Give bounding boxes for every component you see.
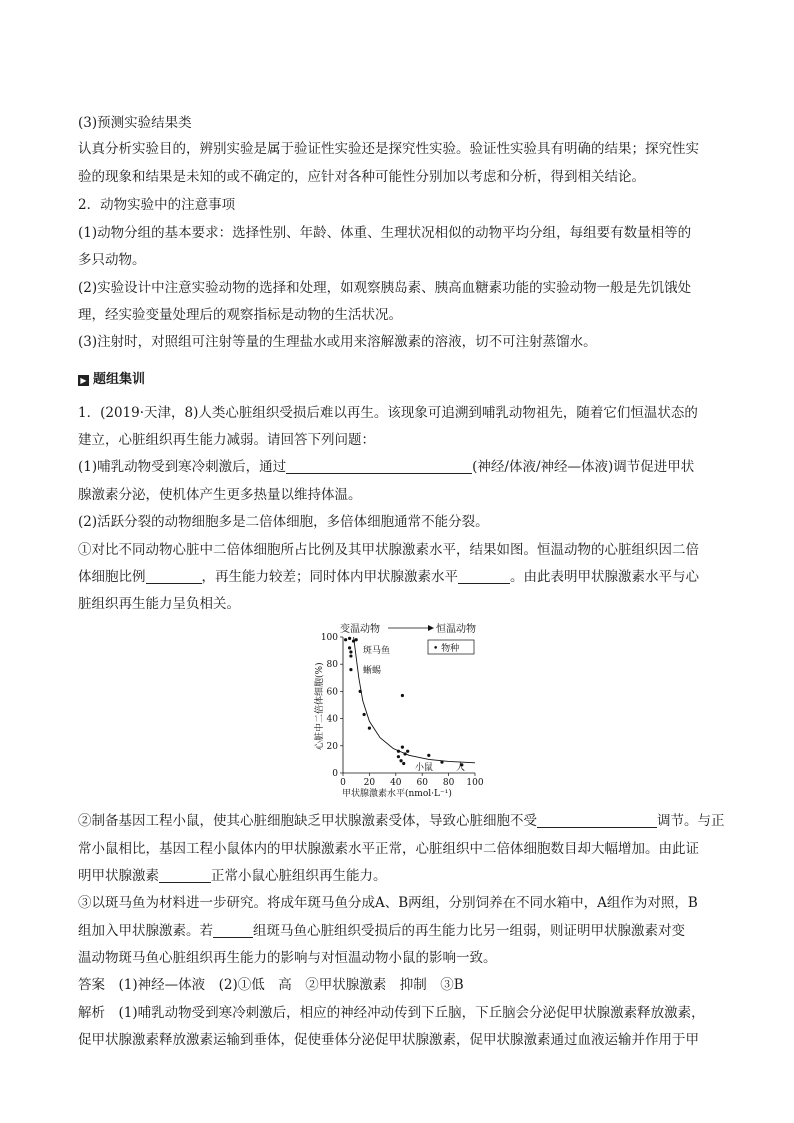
paragraph-line: (1)动物分组的基本要求：选择性别、年龄、体重、生理状况相似的动物平均分组，每组要有数量相等的 [78, 225, 692, 241]
question-line: ③以斑马鱼为材料进一步研究。将成年斑马鱼分成A、B两组，分别饲养在不同水箱中，A组作为对照，B [78, 895, 698, 911]
answer-blank[interactable] [537, 813, 657, 828]
question-line: (2)活跃分裂的动物细胞多是二倍体细胞，多倍体细胞通常不能分裂。 [78, 514, 489, 530]
data-point [403, 752, 406, 755]
paragraph-line: 验的现象和结果是未知的或不确定的，应针对各种可能性分别加以考虑和分析，得到相关结论。 [78, 169, 645, 185]
data-point [397, 750, 400, 753]
question-line: 脏组织再生能力呈负相关。 [78, 596, 240, 612]
text-segment: 体细胞比例 [78, 569, 146, 585]
question-line [78, 812, 725, 830]
answer-blank[interactable] [213, 923, 253, 938]
answer-line: 答案 (1)神经—体液 (2)①低 高 ②甲状腺激素 抑制 ③B [78, 977, 464, 993]
question-line [78, 867, 387, 885]
question-line: 温动物斑马鱼心脏组织再生能力的影响与对恒温动物小鼠的影响一致。 [78, 950, 497, 966]
data-point [348, 637, 351, 640]
section-title: 2．动物实验中的注意事项 [78, 197, 236, 213]
x-tick-label: 0 [340, 778, 346, 788]
chart-x-label: 甲状腺激素水平(nmol·L⁻¹) [342, 789, 452, 799]
data-point [406, 750, 409, 753]
question-line [78, 922, 685, 940]
x-tick-label: 100 [466, 778, 484, 788]
chart-top-left-label: 变温动物 [340, 624, 380, 635]
annotation-lizard: 蜥蜴 [363, 666, 382, 676]
y-tick-label: 0 [332, 769, 338, 779]
x-tick-label: 80 [442, 778, 455, 788]
data-point [427, 754, 430, 757]
paragraph-line: 认真分析实验目的，辨别实验是属于验证性实验还是探究性实验。验证性实验具有明确的结果；探究性实 [78, 141, 699, 157]
text-segment: (神经/体液/神经—体液)调节促进甲状 [472, 459, 695, 475]
y-tick-label: 60 [326, 687, 338, 698]
data-point [349, 668, 352, 671]
y-tick-label: 20 [326, 741, 338, 752]
question-line: 腺激素分泌，使机体产生更多热量以维持体温。 [78, 487, 362, 503]
text-segment: 组斑马鱼心脏组织受损后的再生能力比另一组弱，则证明甲状腺激素对变 [253, 923, 685, 939]
paragraph-line: 理，经实验变量处理后的观察指标是动物的生活状况。 [78, 307, 402, 323]
question-line: 1．(2019·天津，8)人类心脏组织受损后难以再生。该现象可追溯到哺乳动物祖先，随着它们恒温状态的 [78, 405, 698, 421]
question-line [78, 458, 694, 476]
question-line: 常小鼠相比，基因工程小鼠体内的甲状腺激素水平正常，心脏组织中二倍体细胞数目却大幅增加。由此证 [78, 841, 699, 857]
chart-y-label: 心脏中二倍体细胞(%) [315, 662, 325, 750]
text-segment: (1)哺乳动物受到寒冷刺激后，通过 [78, 459, 287, 475]
text-segment: 明甲状腺激素 [78, 868, 159, 884]
chart-top-right-label: 恒温动物 [436, 624, 476, 635]
text-segment: ，再生能力较差；同时体内甲状腺激素水平 [201, 569, 458, 585]
answer-blank[interactable] [458, 569, 510, 584]
data-point [349, 650, 352, 653]
annotation-mouse: 小鼠 [415, 763, 434, 773]
text-segment: 组加入甲状腺激素。若 [78, 923, 213, 939]
data-point [402, 762, 405, 765]
x-tick-label: 40 [390, 778, 402, 788]
analysis-line: 促甲状腺激素释放激素运输到垂体，促使垂体分泌促甲状腺激素，促甲状腺激素通过血液运输并作用于甲 [78, 1032, 699, 1048]
arrow-right-icon [428, 625, 434, 631]
data-point [349, 654, 352, 657]
practice-header-label: 题组集训 [93, 372, 146, 387]
text-segment: ②制备基因工程小鼠，使其心脏细胞缺乏甲状腺激素受体，导致心脏细胞不受 [78, 813, 537, 829]
data-point [344, 638, 347, 641]
question-line: ①对比不同动物心脏中二倍体细胞所占比例及其甲状腺激素水平，结果如图。恒温动物的心脏组织因二倍 [78, 542, 699, 558]
data-point [401, 746, 404, 749]
paragraph-line: (2)实验设计中注意实验动物的选择和处理，如观察胰岛素、胰高血糖素功能的实验动物一般是先饥饿处 [78, 280, 692, 296]
thyroid-diploid-chart [312, 618, 484, 802]
text-segment: 调节。与正 [657, 813, 725, 829]
practice-header [78, 371, 145, 389]
data-point [440, 761, 443, 764]
x-tick-label: 60 [416, 778, 428, 788]
y-tick-label: 80 [326, 660, 338, 671]
data-point [363, 713, 366, 716]
data-point [401, 694, 404, 697]
data-point [368, 727, 371, 730]
paragraph-line: (3)注射时，对照组可注射等量的生理盐水或用来溶解激素的溶液，切不可注射蒸馏水。 [78, 334, 597, 350]
question-line [78, 568, 699, 586]
text-segment: 正常小鼠心脏组织再生能力。 [211, 868, 387, 884]
paragraph-line: 多只动物。 [78, 252, 146, 268]
annotation-zebrafish: 斑马鱼 [363, 646, 391, 656]
section-title: (3)预测实验结果类 [78, 115, 192, 131]
y-tick-label: 100 [320, 633, 338, 643]
answer-blank[interactable] [159, 868, 211, 883]
data-points [344, 637, 463, 767]
data-point [359, 690, 362, 693]
data-point [348, 646, 351, 649]
data-point [355, 638, 358, 641]
analysis-line: 解析 (1)哺乳动物受到寒冷刺激后，相应的神经冲动传到下丘脑，下丘脑会分泌促甲状腺激素释放激素， [78, 1005, 705, 1021]
play-triangle-icon: ▶ [78, 375, 89, 386]
y-tick-label: 40 [326, 714, 338, 725]
data-point [399, 759, 402, 762]
annotation-human: 人 [456, 763, 466, 773]
chart-legend: • 物种 [433, 644, 460, 654]
answer-blank[interactable] [146, 569, 202, 584]
text-segment: 。由此表明甲状腺激素水平与心 [510, 569, 699, 585]
question-line: 建立，心脏组织再生能力减弱。请回答下列问题： [78, 432, 375, 448]
x-tick-label: 20 [363, 778, 376, 788]
answer-blank[interactable] [286, 459, 472, 474]
data-point [397, 755, 400, 758]
